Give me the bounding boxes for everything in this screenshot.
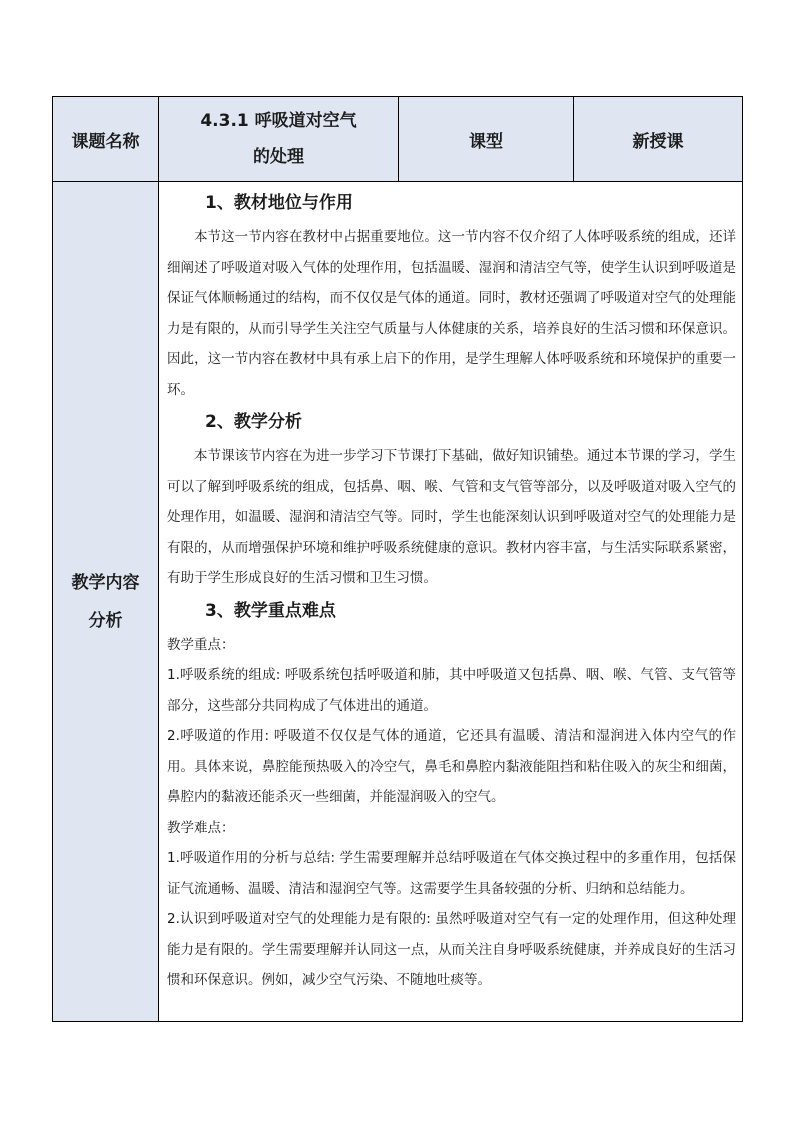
difficult-point-item: 2.认识到呼吸道对空气的处理能力是有限的: 虽然呼吸道对空气有一定的处理作用，但这种处理能力是有限的。学生需要理解并认同这一点，从而关注自身呼吸系统健康，并养成良好的生活习惯和环保意识。例如，减少空气污染、不随地吐痰等。 <box>167 911 736 988</box>
lesson-plan-page <box>52 96 742 1022</box>
type-value: 新授课 <box>632 131 684 152</box>
content-label-line1: 教学内容 <box>71 572 140 593</box>
header-row <box>53 97 743 182</box>
key-point-item: 1.呼吸系统的组成: 呼吸系统包括呼吸道和肺，其中呼吸道又包括鼻、咽、喉、气管、支气管等部分，这些部分共同构成了气体进出的通道。 <box>167 667 736 714</box>
content-row <box>53 182 743 1022</box>
key-point-item: 2.呼吸道的作用: 呼吸道不仅仅是气体的通道，它还具有温暖、清洁和湿润进入体内空气的作用。具体来说，鼻腔能预热吸入的冷空气，鼻毛和鼻腔内黏液能阻挡和粘住吸入的灰尘和细菌，鼻腔内的黏液还能杀灭一些细菌，并能湿润吸入的空气。 <box>167 728 736 805</box>
section-paragraph: 本节课该节内容在为进一步学习下节课打下基础，做好知识铺垫。通过本节课的学习，学生可以了解到呼吸系统的组成，包括鼻、咽、喉、气管和支气管等部分，以及呼吸道对吸入空气的处理作用，如温暖、湿润和清洁空气等。同时，学生也能深刻认识到呼吸道对空气的处理能力是有限的，从而增强保护环境和维护呼吸系统健康的意识。教材内容丰富，与生活实际联系紧密，有助于学生形成良好的生活习惯和卫生习惯。 <box>167 448 736 586</box>
content-label-cell <box>53 182 159 1022</box>
section-paragraph: 本节这一节内容在教材中占据重要地位。这一节内容不仅介绍了人体呼吸系统的组成，还详细阐述了呼吸道对吸入气体的处理作用，包括温暖、湿润和清洁空气等，使学生认识到呼吸道是保证气体顺畅通过的结构，而不仅仅是气体的通道。同时，教材还强调了呼吸道对空气的处理能力是有限的，从而引导学生关注空气质量与人体健康的关系，培养良好的生活习惯和环保意识。因此，这一节内容在教材中具有承上启下的作用，是学生理解人体呼吸系统和环境保护的重要一环。 <box>167 229 736 398</box>
key-points-label: 教学重点： <box>167 636 235 653</box>
type-label-cell <box>399 97 574 182</box>
type-value-cell <box>574 97 743 182</box>
lesson-plan-table <box>52 96 743 1022</box>
topic-value-cell <box>159 97 399 182</box>
section-title: 1、教材地位与作用 <box>205 193 353 213</box>
topic-label-cell <box>53 97 159 182</box>
content-cell <box>159 182 743 1022</box>
type-label: 课型 <box>469 131 503 152</box>
topic-value-line2: 的处理 <box>253 147 304 167</box>
topic-value-line1: 4.3.1 呼吸道对空气 <box>200 111 357 131</box>
section-title: 2、教学分析 <box>205 412 302 432</box>
section-title: 3、教学重点难点 <box>205 600 336 621</box>
difficult-point-item: 1.呼吸道作用的分析与总结: 学生需要理解并总结呼吸道在气体交换过程中的多重作用，包括保证气流通畅、温暖、清洁和湿润空气等。这需要学生具备较强的分析、归纳和总结能力。 <box>167 850 736 897</box>
content-label-line2: 分析 <box>88 610 123 631</box>
topic-label: 课题名称 <box>71 131 140 152</box>
difficult-points-label: 教学难点： <box>167 819 235 836</box>
